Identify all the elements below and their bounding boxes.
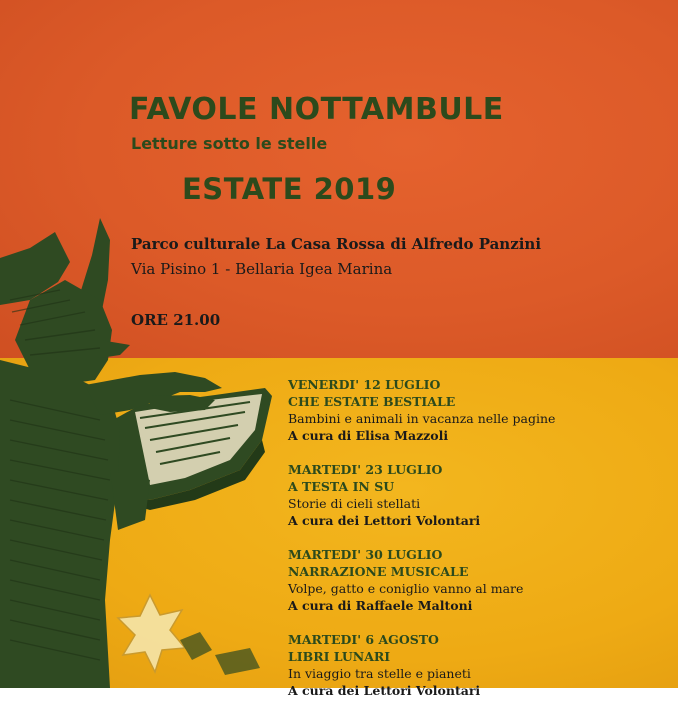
star-icon bbox=[118, 595, 185, 672]
event-date: MARTEDI' 30 LUGLIO bbox=[288, 547, 443, 562]
event-item bbox=[288, 546, 673, 614]
event-date: MARTEDI' 23 LUGLIO bbox=[288, 462, 443, 477]
event-curator: A cura dei Lettori Volontari bbox=[288, 683, 481, 698]
event-time: ORE 21.00 bbox=[131, 311, 221, 329]
event-date: VENERDI' 12 LUGLIO bbox=[288, 377, 441, 392]
event-item bbox=[288, 461, 673, 529]
event-name: LIBRI LUNARI bbox=[288, 649, 391, 664]
season-heading: ESTATE 2019 bbox=[182, 172, 397, 206]
poster-title: FAVOLE NOTTAMBULE bbox=[129, 92, 504, 127]
event-description: Volpe, gatto e coniglio vanno al mare bbox=[288, 581, 524, 596]
venue-address: Via Pisino 1 - Bellaria Igea Marina bbox=[131, 260, 393, 278]
event-description: Bambini e animali in vacanza nelle pagine bbox=[288, 411, 556, 426]
event-description: In viaggio tra stelle e pianeti bbox=[288, 666, 471, 681]
venue-name: Parco culturale La Casa Rossa di Alfredo Panzini bbox=[131, 235, 542, 253]
event-curator: A cura di Raffaele Maltoni bbox=[288, 598, 473, 613]
event-name: CHE ESTATE BESTIALE bbox=[288, 394, 456, 409]
event-date: MARTEDI' 6 AGOSTO bbox=[288, 632, 439, 647]
event-item bbox=[288, 631, 673, 699]
event-description: Storie di cieli stellati bbox=[288, 496, 421, 511]
event-name: A TESTA IN SU bbox=[288, 479, 395, 494]
event-item bbox=[288, 376, 673, 444]
event-curator: A cura dei Lettori Volontari bbox=[288, 513, 481, 528]
event-curator: A cura di Elisa Mazzoli bbox=[288, 428, 449, 443]
event-list bbox=[288, 376, 673, 716]
poster-subtitle: Letture sotto le stelle bbox=[131, 134, 328, 153]
event-name: NARRAZIONE MUSICALE bbox=[288, 564, 469, 579]
